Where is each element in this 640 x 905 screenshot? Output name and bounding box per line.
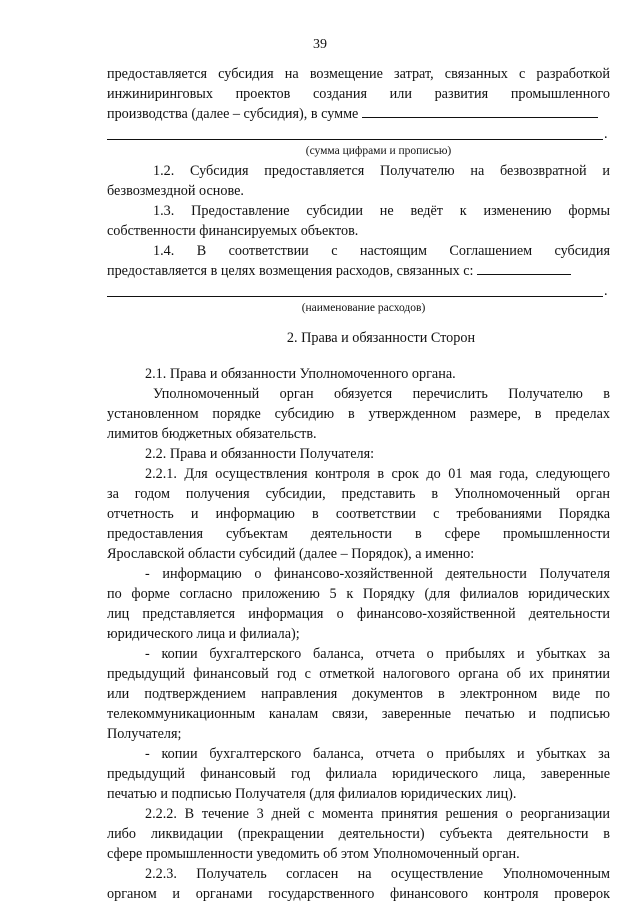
line-end-period: . <box>604 283 608 299</box>
text-line: органом и органами государственного финансового контроля проверок <box>107 886 610 902</box>
list-item: - информацию о финансово-хозяйственной деятельности Получателя <box>145 566 610 582</box>
line-end-period: . <box>604 126 608 142</box>
text-line: печатью и подписью Получателя (для филиалов юридических лиц). <box>107 786 517 802</box>
text-fragment: предоставляется в целях возмещения расходов, связанных с: <box>107 263 474 279</box>
text-line: безвозмездной основе. <box>107 183 244 199</box>
text-line: предыдущий финансовый год филиала юридического лица, заверенные <box>107 766 610 782</box>
list-item: - копии бухгалтерского баланса, отчета о прибылях и убытках за <box>145 646 610 662</box>
text-line: Ярославской области субсидий (далее – Порядок), а именно: <box>107 546 475 562</box>
page-number: 39 <box>313 37 327 52</box>
clause-2-2-1: 2.2.1. Для осуществления контроля в срок до 01 мая года, следующего <box>145 466 610 482</box>
text-line: инжиниринговых проектов создания или развития промышленного <box>107 86 610 102</box>
text-line: юридического лица и филиала); <box>107 626 300 642</box>
text-line: собственности финансируемых объектов. <box>107 223 359 239</box>
clause-1-2: 1.2. Субсидия предоставляется Получателю на безвозвратной и <box>153 163 610 179</box>
clause-1-3: 1.3. Предоставление субсидии не ведёт к изменению формы <box>153 203 610 219</box>
text-line: предоставляется субсидия на возмещение затрат, связанных с разработкой <box>107 66 610 82</box>
spacer <box>107 318 610 328</box>
amount-blank-field <box>362 104 598 118</box>
text-fragment: производства (далее – субсидия), в сумме <box>107 106 359 122</box>
blank-underline <box>107 125 603 140</box>
spacer <box>107 348 610 364</box>
text-line-with-blank <box>107 261 610 281</box>
clause-2-2-3: 2.2.3. Получатель согласен на осуществление Уполномоченным <box>145 866 610 882</box>
text-line-with-blank <box>107 104 610 124</box>
text-line: отчетность и информацию в соответствии с требованиями Порядка <box>107 506 610 522</box>
text-line: Уполномоченный орган обязуется перечислить Получателю в <box>153 386 610 402</box>
text-line: установленном порядке субсидию в утвержденном размере, в пределах <box>107 406 610 422</box>
expenses-caption: (наименование расходов) <box>301 302 426 314</box>
text-line: предыдущий финансовый год с отметкой налогового органа об их принятии <box>107 666 610 682</box>
list-item: - копии бухгалтерского баланса, отчета о прибылях и убытках за <box>145 746 610 762</box>
text-line: телекоммуникационным каналам связи, заверенные печатью и подписью <box>107 706 610 722</box>
text-line: предоставления субъектам деятельности в сфере промышленности <box>107 526 610 542</box>
amount-blank-line <box>107 124 610 144</box>
text-line: по форме согласно приложению 5 к Порядку (для филиалов юридических <box>107 586 610 602</box>
document-body <box>107 64 610 904</box>
blank-underline <box>107 282 603 297</box>
expenses-blank-line <box>107 281 610 301</box>
text-line: сфере промышленности уведомить об этом Уполномоченный орган. <box>107 846 520 862</box>
text-line: лиц представляется информация о финансово-хозяйственной деятельности <box>107 606 610 622</box>
text-line: лимитов бюджетных обязательств. <box>107 426 317 442</box>
text-line: за годом получения субсидии, представить в Уполномоченный орган <box>107 486 610 502</box>
clause-2-1: 2.1. Права и обязанности Уполномоченного органа. <box>145 366 456 382</box>
expenses-blank-field <box>477 261 571 275</box>
clause-2-2-2: 2.2.2. В течение 3 дней с момента принятия решения о реорганизации <box>145 806 610 822</box>
text-line: Получателя; <box>107 726 182 742</box>
amount-caption: (сумма цифрами и прописью) <box>305 145 452 157</box>
text-line: или подтверждением направления документов в электронном виде по <box>107 686 610 702</box>
clause-1-4: 1.4. В соответствии с настоящим Соглашением субсидия <box>153 243 610 259</box>
section-heading: 2. Права и обязанности Сторон <box>286 330 476 346</box>
clause-2-2: 2.2. Права и обязанности Получателя: <box>145 446 375 462</box>
text-line: либо ликвидации (прекращении деятельности) субъекта деятельности в <box>107 826 610 842</box>
